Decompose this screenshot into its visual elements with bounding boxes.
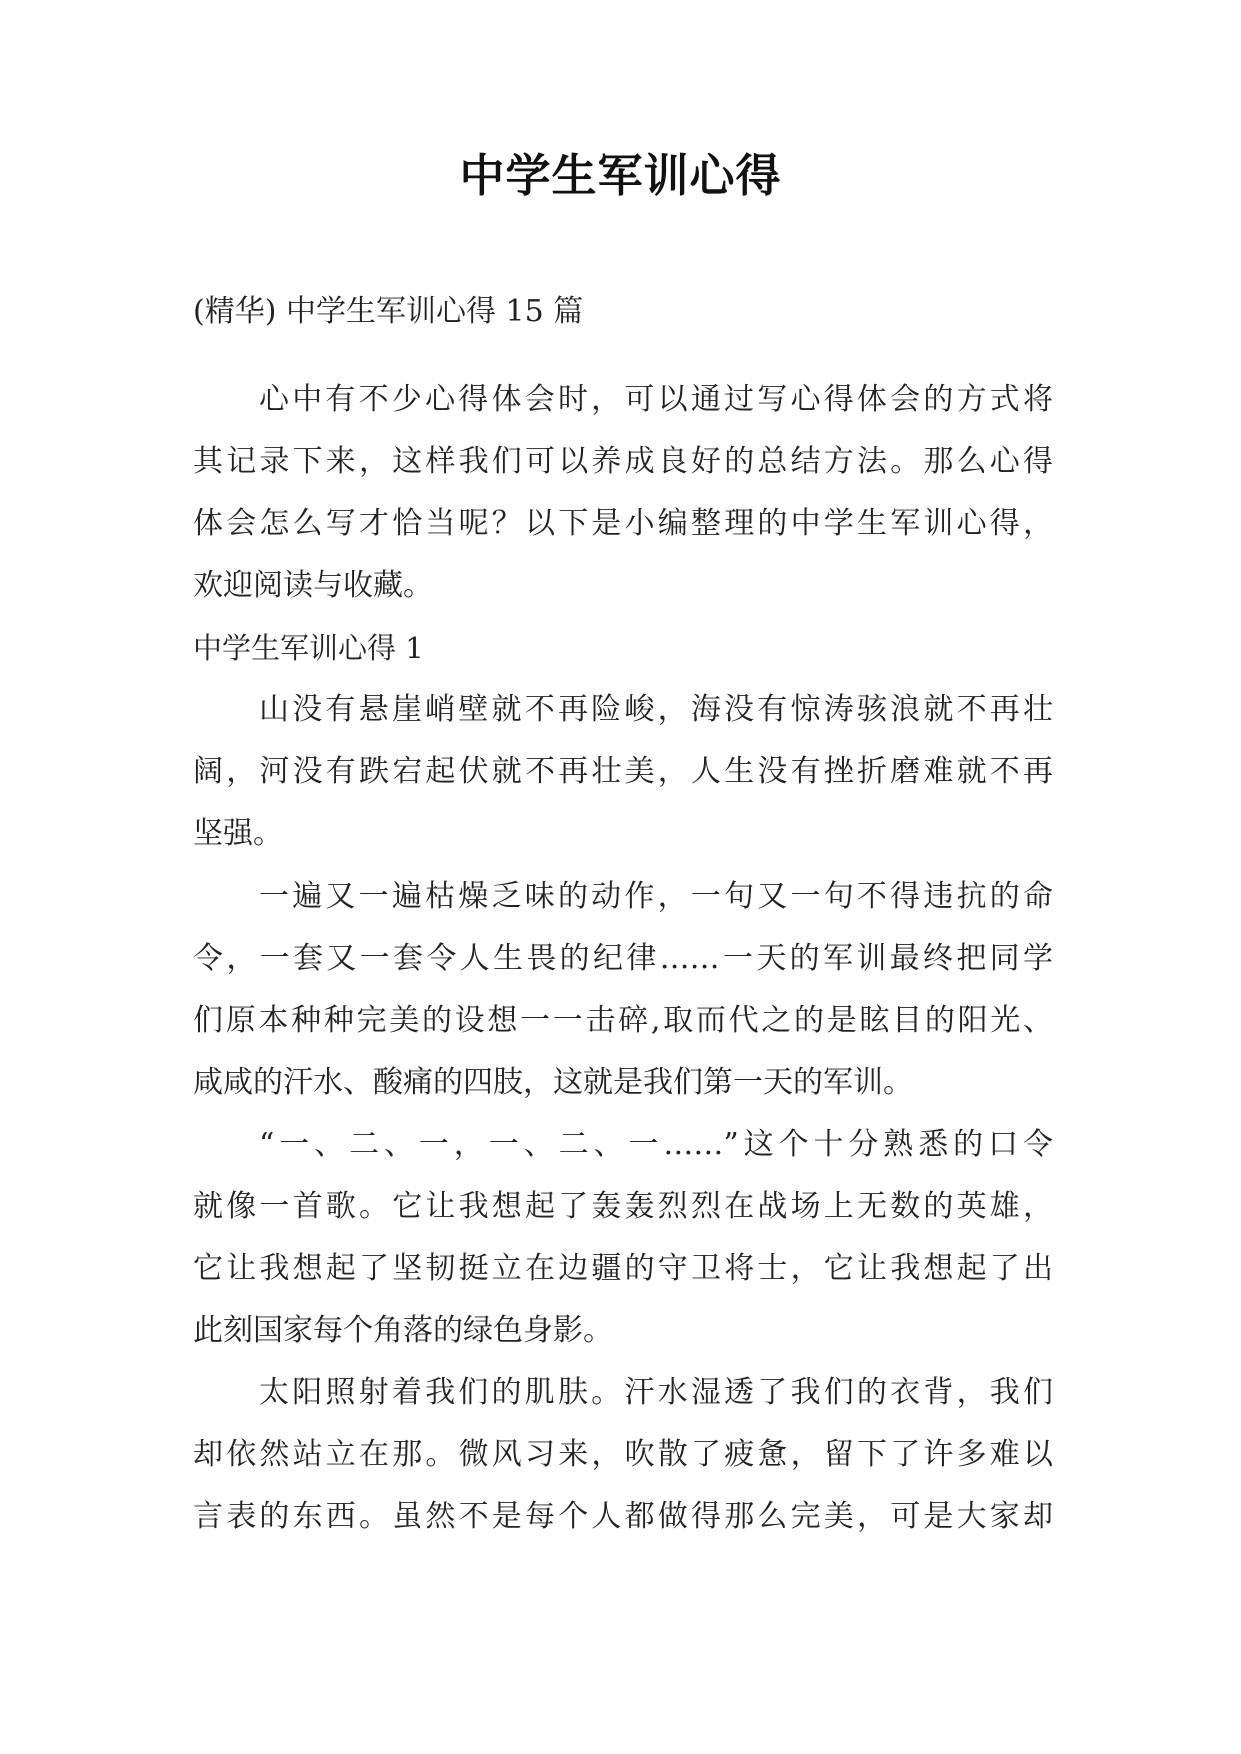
paragraph-line: “一、二、一，一、二、一……”这个十分熟悉的口令: [259, 1127, 1053, 1162]
document-subtitle: (精华) 中学生军训心得 15 篇: [193, 294, 584, 329]
body-paragraph: [193, 866, 1053, 1114]
paragraph-line: 们原本种种完美的设想一一击碎,取而代之的是眩目的阳光、: [193, 1003, 1053, 1038]
section-heading: 中学生军训心得 1: [193, 631, 424, 665]
body-paragraph: [193, 679, 1053, 865]
intro-line: 心中有不少心得体会时，可以通过写心得体会的方式将: [259, 382, 1053, 417]
paragraph-line: 此刻国家每个角落的绿色身影。: [193, 1313, 613, 1348]
paragraph-line: 咸咸的汗水、酸痛的四肢，这就是我们第一天的军训。: [193, 1065, 913, 1100]
paragraph-line: 它让我想起了坚韧挺立在边疆的守卫将士，它让我想起了出: [193, 1251, 1053, 1286]
paragraph-line: 太阳照射着我们的肌肤。汗水湿透了我们的衣背，我们: [259, 1375, 1053, 1410]
intro-line: 体会怎么写才恰当呢？以下是小编整理的中学生军训心得，: [193, 506, 1053, 541]
paragraph-line: 令，一套又一套令人生畏的纪律……一天的军训最终把同学: [193, 941, 1053, 976]
paragraph-line: 阔，河没有跌宕起伏就不再壮美，人生没有挫折磨难就不再: [193, 754, 1053, 789]
intro-line: 欢迎阅读与收藏。: [193, 568, 433, 603]
paragraph-line: 山没有悬崖峭壁就不再险峻，海没有惊涛骇浪就不再壮: [259, 692, 1053, 727]
intro-paragraph: [193, 369, 1053, 617]
paragraph-line: 一遍又一遍枯燥乏味的动作，一句又一句不得违抗的命: [259, 879, 1053, 914]
paragraph-line: 就像一首歌。它让我想起了轰轰烈烈在战场上无数的英雄，: [193, 1189, 1053, 1224]
intro-line: 其记录下来，这样我们可以养成良好的总结方法。那么心得: [193, 444, 1053, 479]
body-paragraph: [193, 1362, 1053, 1548]
document-title: 中学生军训心得: [459, 149, 782, 202]
body-paragraph: [193, 1114, 1053, 1362]
paragraph-line: 言表的东西。虽然不是每个人都做得那么完美，可是大家却: [193, 1499, 1053, 1534]
paragraph-line: 却依然站立在那。微风习来，吹散了疲惫，留下了许多难以: [193, 1437, 1053, 1472]
paragraph-line: 坚强。: [193, 816, 283, 851]
